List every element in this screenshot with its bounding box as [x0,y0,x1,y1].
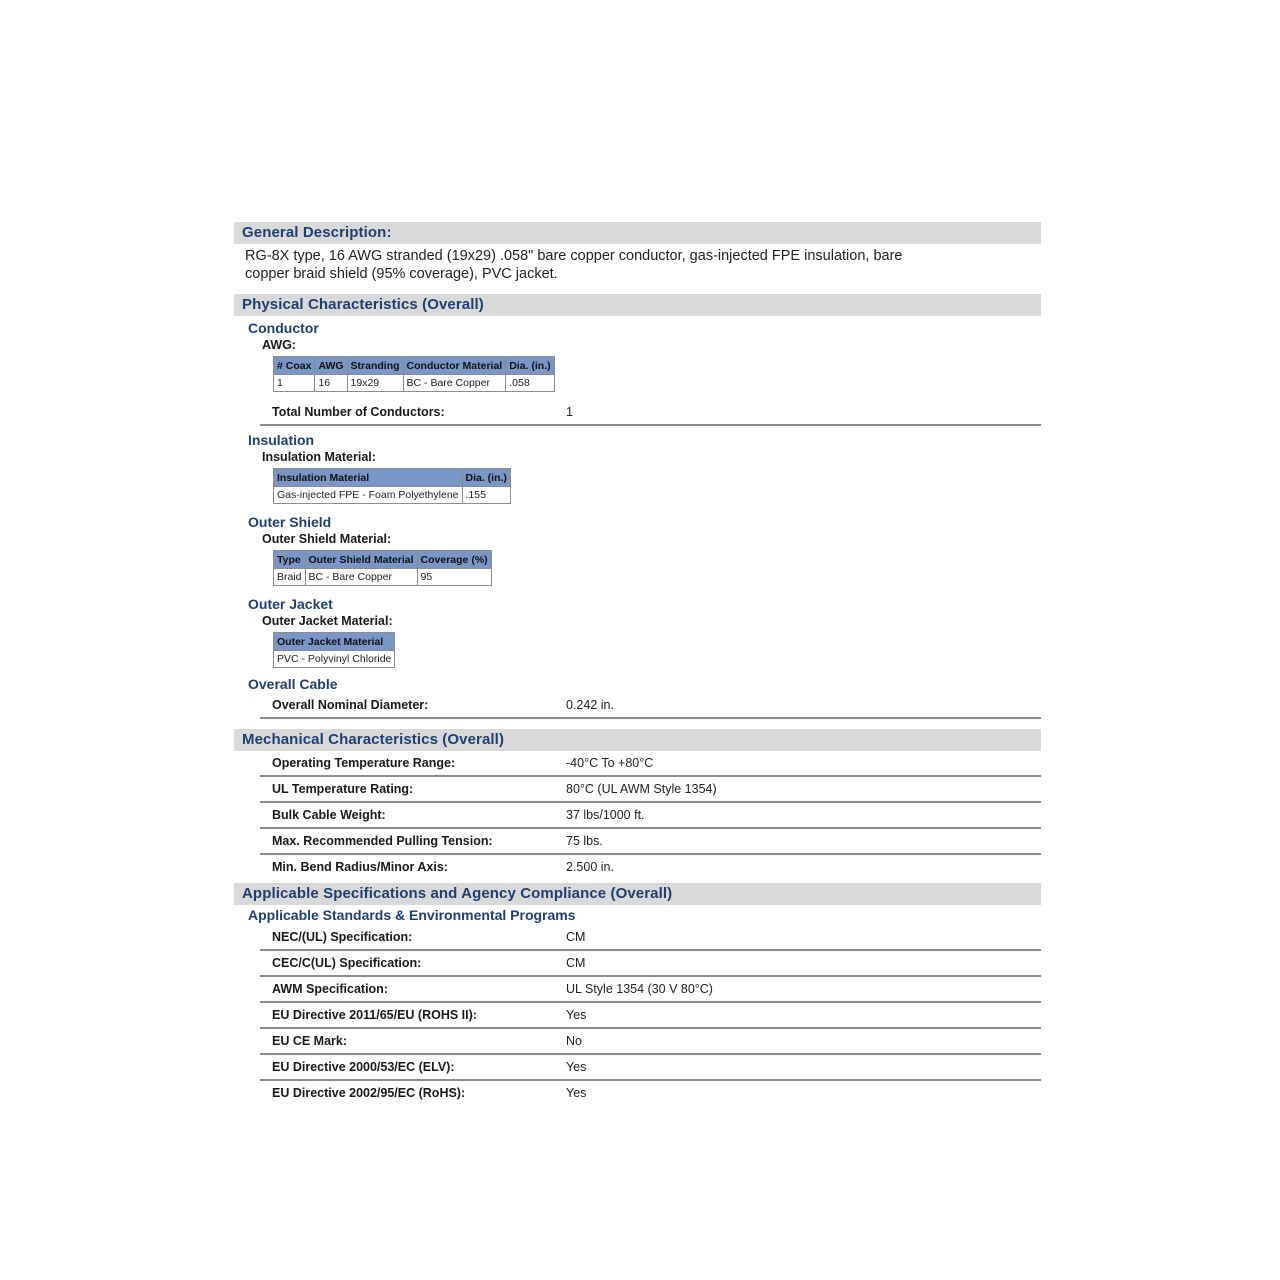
table-row [274,569,492,586]
total-conductors-row [260,400,1041,426]
specifications-heading: Applicable Specifications and Agency Compliance (Overall) [234,883,1041,905]
table-cell: 16 [315,375,347,392]
table-header: Stranding [347,357,403,375]
row-label: NEC/(UL) Specification: [272,930,413,944]
table-row [260,777,1041,803]
row-label: Min. Bend Radius/Minor Axis: [272,860,448,874]
table-header: Outer Jacket Material [274,633,395,651]
table-row [260,1081,1041,1105]
table-cell: 95 [417,569,491,586]
row-label: EU Directive 2000/53/EC (ELV): [272,1060,455,1074]
outer-jacket-title: Outer Jacket [248,596,333,612]
row-label: CEC/C(UL) Specification: [272,956,422,970]
outer-shield-title: Outer Shield [248,514,332,530]
table-row [260,1029,1041,1055]
row-label: Operating Temperature Range: [272,756,456,770]
table-row [260,751,1041,777]
row-label: EU Directive 2011/65/EU (ROHS II): [272,1008,477,1022]
row-value: Yes [566,1008,587,1022]
row-label: AWM Specification: [272,982,388,996]
row-label: UL Temperature Rating: [272,782,414,796]
row-value: CM [566,930,586,944]
conductor-table [273,356,555,392]
specification-rows [234,925,1041,1105]
table-cell: .058 [506,375,554,392]
table-header: Insulation Material [274,469,463,487]
outer-shield-material-label: Outer Shield Material: [262,532,392,546]
row-label: Total Number of Conductors: [272,405,445,419]
table-row [260,855,1041,879]
row-value: Yes [566,1086,587,1100]
row-label: Overall Nominal Diameter: [272,698,429,712]
table-row [260,951,1041,977]
table-cell: BC - Bare Copper [403,375,506,392]
row-label: Max. Recommended Pulling Tension: [272,834,493,848]
general-description-heading: General Description: [234,222,1041,244]
table-header: Dia. (in.) [462,469,510,487]
insulation-table [273,468,511,504]
row-value: 0.242 in. [566,698,614,712]
table-header: # Coax [274,357,315,375]
row-value: 75 lbs. [566,834,603,848]
table-cell: 1 [274,375,315,392]
row-value: No [566,1034,582,1048]
overall-diameter-row [260,693,1041,719]
table-cell: BC - Bare Copper [305,569,417,586]
row-value: UL Style 1354 (30 V 80°C) [566,982,713,996]
table-row [274,487,511,504]
row-label: Bulk Cable Weight: [272,808,386,822]
row-value: 80°C (UL AWM Style 1354) [566,782,717,796]
table-header: Dia. (in.) [506,357,554,375]
table-row [260,977,1041,1003]
spec-sheet [234,222,1041,1105]
awg-label: AWG: [262,338,297,352]
overall-cable-title: Overall Cable [248,676,338,692]
row-value: 37 lbs/1000 ft. [566,808,645,822]
mechanical-rows [234,751,1041,879]
row-value: 2.500 in. [566,860,614,874]
row-value: CM [566,956,586,970]
table-cell: 19x29 [347,375,403,392]
table-row [260,803,1041,829]
table-header: Type [274,551,306,569]
row-label: EU Directive 2002/95/EC (RoHS): [272,1086,466,1100]
table-row [260,829,1041,855]
insulation-title: Insulation [248,432,315,448]
table-cell: Gas-injected FPE - Foam Polyethylene [274,487,463,504]
standards-subheading: Applicable Standards & Environmental Programs [248,907,576,923]
conductor-title: Conductor [248,320,319,336]
table-row [260,1003,1041,1029]
general-description-text: RG-8X type, 16 AWG stranded (19x29) .058" bare copper conductor, gas-injected FPE insulation, bare copper braid shield (95% coverage), PVC jacket. [245,248,903,282]
table-header: Outer Shield Material [305,551,417,569]
outer-shield-table [273,550,492,586]
table-header: AWG [315,357,347,375]
table-row [260,925,1041,951]
mechanical-characteristics-heading: Mechanical Characteristics (Overall) [234,729,1041,751]
table-header: Coverage (%) [417,551,491,569]
table-row [260,1055,1041,1081]
table-row [274,375,555,392]
row-value: -40°C To +80°C [566,756,654,770]
row-label: EU CE Mark: [272,1034,348,1048]
outer-jacket-material-label: Outer Jacket Material: [262,614,393,628]
row-value: 1 [566,405,573,419]
insulation-material-label: Insulation Material: [262,450,376,464]
table-header: Conductor Material [403,357,506,375]
table-cell: .155 [462,487,510,504]
table-row [274,651,395,668]
row-value: Yes [566,1060,587,1074]
table-cell: PVC - Polyvinyl Chloride [274,651,395,668]
table-cell: Braid [274,569,306,586]
physical-characteristics-heading: Physical Characteristics (Overall) [234,294,1041,316]
outer-jacket-table [273,632,395,668]
